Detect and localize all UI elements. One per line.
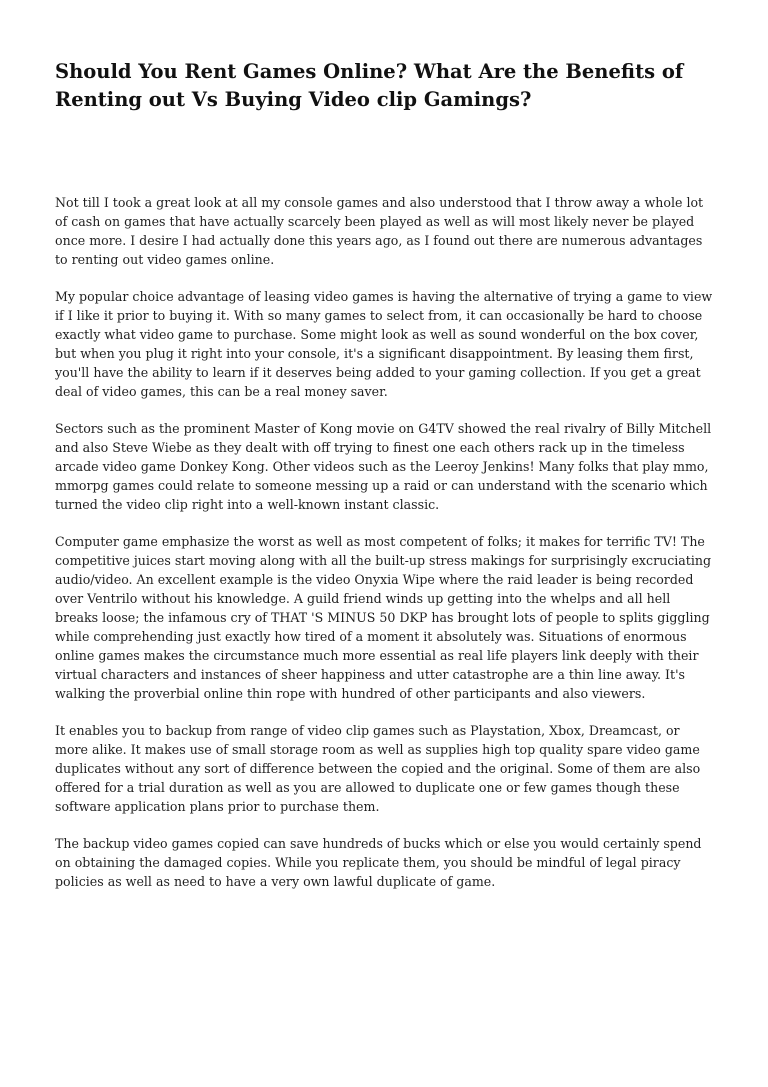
- document-title: Should You Rent Games Online? What Are the Benefits of Renting out Vs Buying Video clip Gamings?: [55, 60, 684, 111]
- paragraph: My popular choice advantage of leasing video games is having the alternative of trying a game to view if I like it prior to buying it. With so many games to select from, it can occasionally be hard to choose exactly what video game to purchase. Some might look as well as sound wonderful on the box cover, but when you plug it right into your console, it's a significant disappointment. By leasing them first, you'll have the ability to learn if it deserves being added to your gaming collection. If you get a great deal of video games, this can be a real money saver.: [55, 289, 713, 399]
- paragraph: It enables you to backup from range of video clip games such as Playstation, Xbox, Dreamcast, or more alike. It makes use of small storage room as well as supplies high top quality spare video game duplicates without any sort of difference between the copied and the original. Some of them are also offered for a trial duration as well as you are allowed to duplicate one or few games though these software application plans prior to purchase them.: [55, 723, 701, 814]
- document-page: [55, 58, 715, 909]
- paragraph: Computer game emphasize the worst as well as most competent of folks; it makes for terrific TV! The competitive juices start moving along with all the built-up stress makings for surprisingly excruciating audio/video. An excellent example is the video Onyxia Wipe where the raid leader is being recorded over Ventrilo without his knowledge. A guild friend winds up getting into the whelps and all hell breaks loose; the infamous cry of THAT 'S MINUS 50 DKP has brought lots of people to splits giggling while comprehending just exactly how tired of a moment it absolutely was. Situations of enormous online games makes the circumstance much more essential as real life players link deeply with their virtual characters and instances of sheer happiness and utter catastrophe are a thin line away. It's walking the proverbial online thin rope with hundred of other participants and also viewers.: [55, 534, 712, 701]
- document-body: [55, 193, 715, 891]
- paragraph: The backup video games copied can save hundreds of bucks which or else you would certainly spend on obtaining the damaged copies. While you replicate them, you should be mindful of legal piracy policies as well as need to have a very own lawful duplicate of game.: [55, 836, 702, 889]
- paragraph: Sectors such as the prominent Master of Kong movie on G4TV showed the real rivalry of Billy Mitchell and also Steve Wiebe as they dealt with off trying to finest one each others rack up in the timeless arcade video game Donkey Kong. Other videos such as the Leeroy Jenkins! Many folks that play mmo, mmorpg games could relate to someone messing up a raid or can understand with the scenario which turned the video clip right into a well-known instant classic.: [55, 421, 712, 512]
- paragraph: Not till I took a great look at all my console games and also understood that I throw away a whole lot of cash on games that have actually scarcely been played as well as will most likely never be played once more. I desire I had actually done this years ago, as I found out there are numerous advantages to renting out video games online.: [55, 195, 704, 267]
